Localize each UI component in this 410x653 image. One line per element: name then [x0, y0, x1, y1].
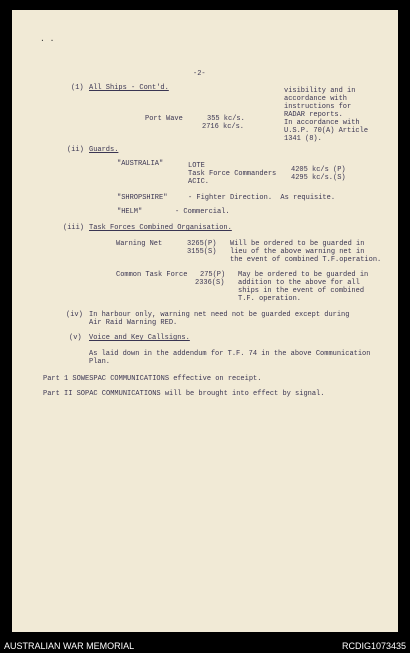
section-5-number: (v) [69, 334, 82, 342]
section-3-number: (iii) [63, 224, 85, 232]
text-line: U.S.P. 70(A) Article [284, 127, 369, 135]
page-mark: · · [40, 36, 55, 45]
footer-source: AUSTRALIAN WAR MEMORIAL [4, 641, 135, 651]
text-line: Task Force Commanders [188, 170, 277, 178]
section-1-heading: All Ships - Cont'd. [89, 84, 169, 92]
text-line: Air Raid Warning RED. [89, 319, 178, 327]
text-line: T.F. operation. [238, 295, 302, 303]
freq-line: 2336(S) [195, 279, 225, 287]
text-line: accordance with [284, 95, 348, 103]
ship-helm: "HELM" [117, 208, 143, 216]
section-2-heading: Guards. [89, 146, 119, 154]
part-2-line: Part II SOPAC COMMUNICATIONS will be brought into effect by signal. [43, 390, 325, 398]
text-line: LOTE [188, 162, 205, 170]
text-line: the event of combined T.F.operation. [230, 256, 382, 264]
text-line: ships in the event of combined [238, 287, 365, 295]
freq-line: 3155(S) [187, 248, 217, 256]
warning-net-label: Warning Net [116, 240, 163, 248]
part-1-line: Part 1 SOWESPAC COMMUNICATIONS effective on receipt. [43, 375, 262, 383]
text-line: Will be ordered to be guarded in [230, 240, 365, 248]
footer-id: RCDIG1073435 [341, 641, 406, 651]
section-5-heading: Voice and Key Callsigns. [89, 334, 190, 342]
text-line: lieu of the above warning net in [230, 248, 365, 256]
text-line: Plan. [89, 358, 111, 366]
port-wave-freq: 355 kc/s. [207, 115, 245, 123]
freq-line: 3265(P) [187, 240, 217, 248]
section-3-heading: Task Forces Combined Organisation. [89, 224, 232, 232]
helm-duty: - Commercial. [175, 208, 230, 216]
text-line: In accordance with [284, 119, 360, 127]
section-1-number: (1) [71, 84, 84, 92]
text-line: In harbour only, warning net need not be guarded except during [89, 311, 350, 319]
archive-footer [0, 632, 410, 653]
freq-line: 275(P) [200, 271, 226, 279]
freq-line: 4205 kc/s (P) [291, 166, 346, 174]
section-1-right-column [284, 87, 368, 143]
text-line: instructions for [284, 103, 352, 111]
text-line: RADAR reports. [284, 111, 343, 119]
section-4-number: (iv) [66, 311, 83, 319]
text-line: ACIC. [188, 178, 210, 186]
text-line: May be ordered to be guarded in [238, 271, 369, 279]
page-number: -2- [193, 70, 206, 78]
port-wave-freq: 2716 kc/s. [202, 123, 245, 131]
shropshire-duty: - Fighter Direction. As requisite. [188, 194, 336, 202]
ship-australia: "AUSTRALIA" [117, 160, 164, 168]
ship-shropshire: "SHROPSHIRE" [117, 194, 168, 202]
text-line: 1341 (8). [284, 135, 322, 143]
freq-line: 4295 kc/s.(S) [291, 174, 346, 182]
text-line: visibility and in [284, 87, 356, 95]
port-wave-label: Port Wave [145, 115, 183, 123]
common-task-force-label: Common Task Force [116, 271, 188, 279]
text-line: As laid down in the addendum for T.F. 74 in the above Communication [89, 350, 371, 358]
section-2-number: (ii) [67, 146, 84, 154]
text-line: addition to the above for all [238, 279, 360, 287]
